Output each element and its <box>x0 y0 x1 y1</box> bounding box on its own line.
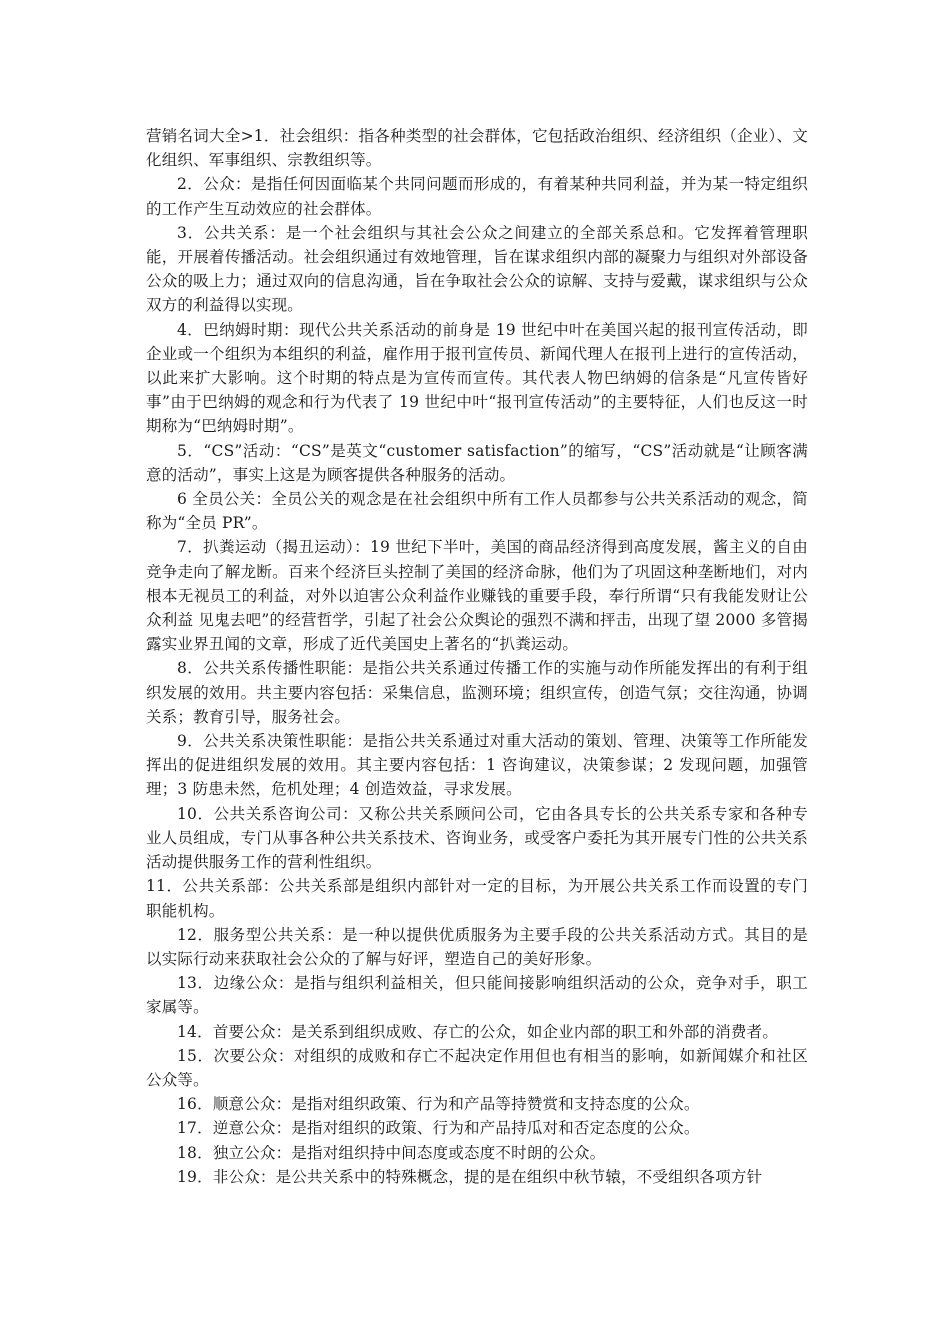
paragraph-10: 10．公共关系咨询公司：又称公共关系顾问公司，它由各具专长的公共关系专家和各种专业人员组成，专门从事各种公共关系技术、咨询业务，或受客户委托为其开展专门性的公共关系活动提供服务工作的营利性组织。 <box>146 804 808 872</box>
paragraph-4: 4．巴纳姆时期：现代公共关系活动的前身是 19 世纪中叶在美国兴起的报刊宣传活动，即企业或一个组织为本组织的利益，雇作用于报刊宣传员、新闻代理人在报刊上进行的宣传活动，以此来扩大影响。这个时期的特点是为宣传而宣传。其代表人物巴纳姆的信条是“凡宣传皆好事”由于巴纳姆的观念和行为代表了 19 世纪中叶“报刊宣传活动”的主要特征，人们也反这一时期称为“巴纳姆时期”。 <box>146 320 808 436</box>
paragraph-15: 15．次要公众：对组织的成败和存亡不起决定作用但也有相当的影响，如新闻媒介和社区公众等。 <box>146 1046 808 1089</box>
paragraph-8: 8．公共关系传播性职能：是指公共关系通过传播工作的实施与动作所能发挥出的有利于组织发展的效用。共主要内容包括：采集信息，监测环境；组织宣传，创造气氛；交往沟通，协调关系；教育引导，服务社会。 <box>146 659 808 726</box>
paragraph-14: 14．首要公众：是关系到组织成败、存亡的公众，如企业内部的职工和外部的消费者。 <box>177 1022 779 1041</box>
paragraph-12: 12．服务型公共关系：是一种以提供优质服务为主要手段的公共关系活动方式。其目的是以实际行动来获取社会公众的了解与好评，塑造自己的美好形象。 <box>146 925 808 968</box>
document-body <box>146 124 808 1189</box>
paragraph-17: 17．逆意公众：是指对组织的政策、行为和产品持瓜对和否定态度的公众。 <box>177 1119 700 1138</box>
paragraph-19: 19．非公众：是公共关系中的特殊概念，提的是在组织中秋节辕，不受组织各项方针 <box>177 1167 763 1186</box>
paragraph-6: 6 全员公关：全员公关的观念是在社会组织中所有工作人员都参与公共关系活动的观念，简称为“全员 PR”。 <box>146 490 808 533</box>
paragraph-11: 11．公共关系部：公共关系部是组织内部针对一定的目标，为开展公共关系工作而设置的专门职能机构。 <box>146 877 808 920</box>
paragraph-9: 9．公共关系决策性职能：是指公共关系通过对重大活动的策划、管理、决策等工作所能发挥出的促进组织发展的效用。其主要内容包括：1 咨询建议，决策参谋；2 发现问题，加强管理；3 防患未然，危机处理；4 创造效益，寻求发展。 <box>146 732 808 799</box>
paragraph-13: 13．边缘公众：是指与组织利益相关，但只能间接影响组织活动的公众，竞争对手，职工家属等。 <box>146 974 808 1017</box>
paragraph-5: 5．“CS”活动：“CS”是英文“customer satisfaction”的缩写，“CS”活动就是“让顾客满意的活动”，事实上这是为顾客提供各种服务的活动。 <box>146 441 808 484</box>
paragraph-1: 营销名词大全>1．社会组织：指各种类型的社会群体，它包括政治组织、经济组织（企业）、文化组织、军事组织、宗教组织等。 <box>146 127 808 170</box>
paragraph-7: 7．扒粪运动（揭丑运动）：19 世纪下半叶，美国的商品经济得到高度发展，酱主义的自由竞争走向了解龙断。百来个经济巨头控制了美国的经济命脉，他们为了巩固这种垄断地们，对内根本无视员工的利益，对外以迫害公众利益作业赚钱的重要手段，奉行所谓“只有我能发财让公众利益 见鬼去吧”的经营哲学，引起了社会公众舆论的强烈不满和抨击，出现了望 2000 多管揭露实业界丑闻的文章，形成了近代美国史上著名的“扒粪运动。 <box>146 538 808 654</box>
paragraph-16: 16．顺意公众：是指对组织政策、行为和产品等持赞赏和支持态度的公众。 <box>177 1095 700 1114</box>
paragraph-18: 18．独立公众：是指对组织持中间态度或态度不时朗的公众。 <box>177 1143 606 1162</box>
paragraph-3: 3．公共关系：是一个社会组织与其社会公众之间建立的全部关系总和。它发挥着管理职能，开展着传播活动。社会组织通过有效地管理，旨在谋求组织内部的凝聚力与组织对外部设备公众的吸上力；通过双向的信息沟通，旨在争取社会公众的谅解、支持与爱戴，谋求组织与公众双方的利益得以实现。 <box>146 223 808 315</box>
paragraph-2: 2．公众：是指任何因面临某个共同问题而形成的，有着某种共同利益，并为某一特定组织的工作产生互动效应的社会群体。 <box>146 175 808 218</box>
